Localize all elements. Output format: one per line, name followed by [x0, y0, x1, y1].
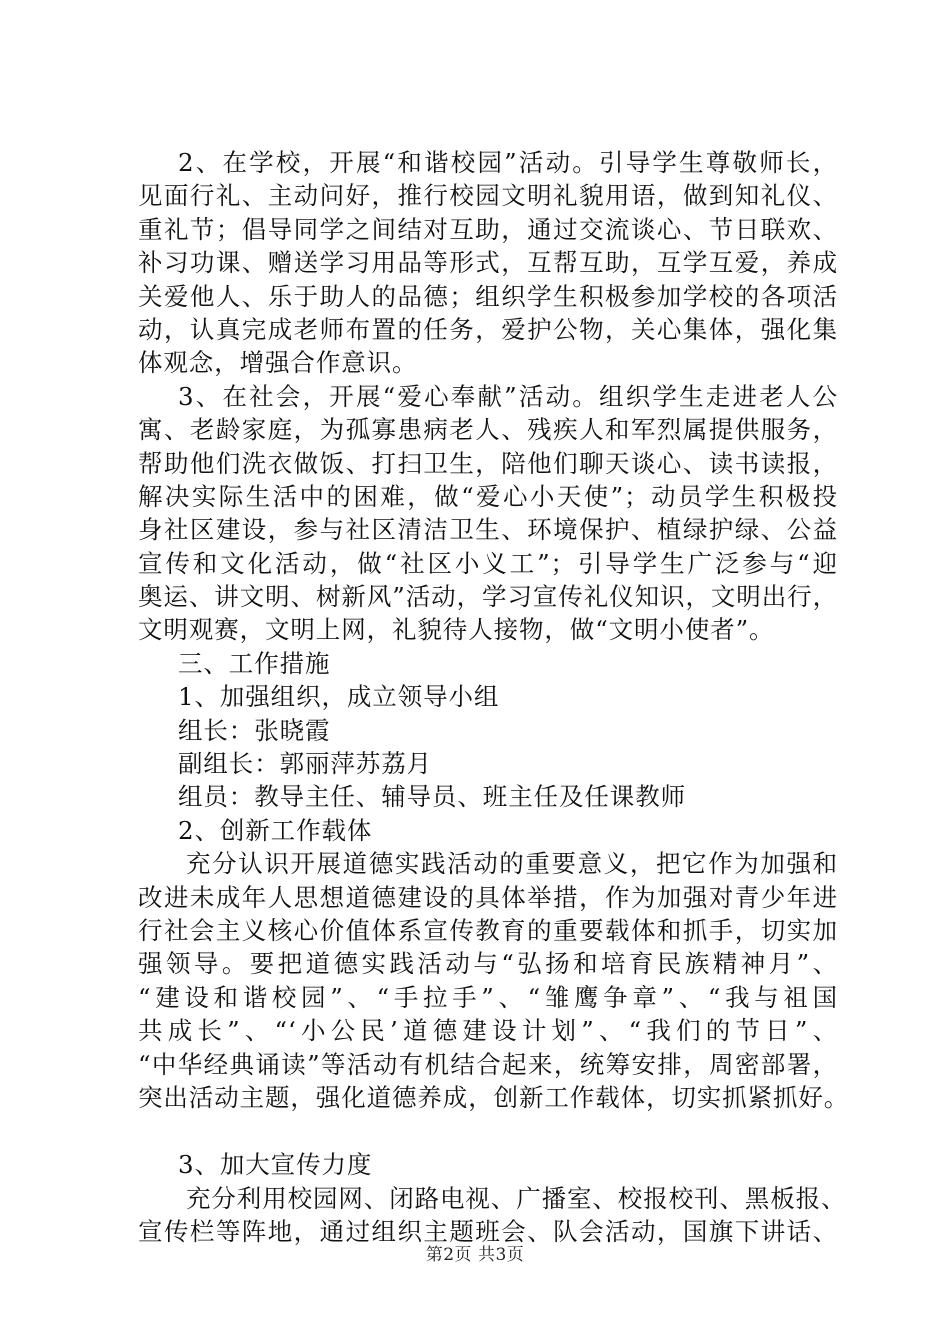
- page-indicator: 第2页 共3页: [425, 1245, 525, 1265]
- text-line: 充分利用校园网、闭路电视、广播室、校报校刊、黑板报、: [186, 1183, 847, 1213]
- text-line: 重礼节；倡导同学之间结对互助，通过交流谈心、节日联欢、: [138, 214, 838, 244]
- text-line: 帮助他们洗衣做饭、打扫卫生，陪他们聊天谈心、读书读报，: [138, 448, 838, 478]
- text-line: 关爱他人、乐于助人的品德；组织学生积极参加学校的各项活: [138, 281, 838, 311]
- text-line: 改进未成年人思想道德建设的具体举措，作为加强对青少年进: [138, 882, 838, 912]
- page-footer: [0, 1240, 950, 1265]
- text-line: 寓、老龄家庭，为孤寡患病老人、残疾人和军烈属提供服务，: [138, 415, 838, 445]
- text-line: 见面行礼、主动问好，推行校园文明礼貌用语，做到知礼仪、: [138, 181, 838, 211]
- subsection-heading: 3、加大宣传力度: [178, 1150, 373, 1180]
- text-line: 组长：张晓霞: [178, 715, 331, 745]
- text-line: 3、在社会，开展“爱心奉献”活动。组织学生走进老人公: [178, 381, 838, 411]
- text-line: 宣传栏等阵地，通过组织主题班会、队会活动，国旗下讲话、: [138, 1217, 838, 1247]
- text-line: 行社会主义核心价值体系宣传教育的重要载体和抓手，切实加: [138, 915, 838, 945]
- text-line: 2、在学校，开展“和谐校园”活动。引导学生尊敬师长，: [178, 148, 838, 177]
- text-line: 充分认识开展道德实践活动的重要意义，把它作为加强和: [186, 849, 838, 879]
- text-line: 突出活动主题，强化道德养成，创新工作载体，切实抓紧抓好。: [138, 1082, 850, 1112]
- text-line: 文明观赛，文明上网，礼貌待人接物，做“文明小使者”。: [138, 615, 775, 645]
- text-line: 共成长”、“‘小公民’道德建设计划”、“我们的节日”、: [138, 1016, 838, 1046]
- text-line: 强领导。要把道德实践活动与“弘扬和培育民族精神月”、: [138, 949, 838, 979]
- text-line: “建设和谐校园”、“手拉手”、“雏鹰争章”、“我与祖国: [138, 982, 838, 1012]
- text-line: 副组长：郭丽萍苏荔月: [178, 749, 432, 779]
- section-heading: 三、工作措施: [178, 648, 331, 678]
- text-line: 奥运、讲文明、树新风”活动，学习宣传礼仪知识，文明出行，: [138, 582, 838, 612]
- text-line: “中华经典诵读”等活动有机结合起来，统筹安排，周密部署，: [138, 1049, 838, 1079]
- text-line: 体观念，增强合作意识。: [138, 348, 418, 378]
- text-line: 解决实际生活中的困难，做“爱心小天使”；动员学生积极投: [138, 481, 838, 511]
- subsection-heading: 2、创新工作载体: [178, 815, 373, 845]
- text-line: 宣传和文化活动，做“社区小义工”；引导学生广泛参与“迎: [138, 548, 838, 578]
- text-line: 动，认真完成老师布置的任务，爱护公物，关心集体，强化集: [138, 314, 838, 344]
- text-line: 身社区建设，参与社区清洁卫生、环境保护、植绿护绿、公益: [138, 515, 838, 545]
- text-line: 补习功课、赠送学习用品等形式，互帮互助，互学互爱，养成: [138, 248, 838, 278]
- document-body: [138, 146, 850, 1249]
- subsection-heading: 1、加强组织，成立领导小组: [178, 682, 500, 712]
- paragraph-gap: [138, 1114, 838, 1148]
- text-line: 组员：教导主任、辅导员、班主任及任课教师: [178, 782, 686, 812]
